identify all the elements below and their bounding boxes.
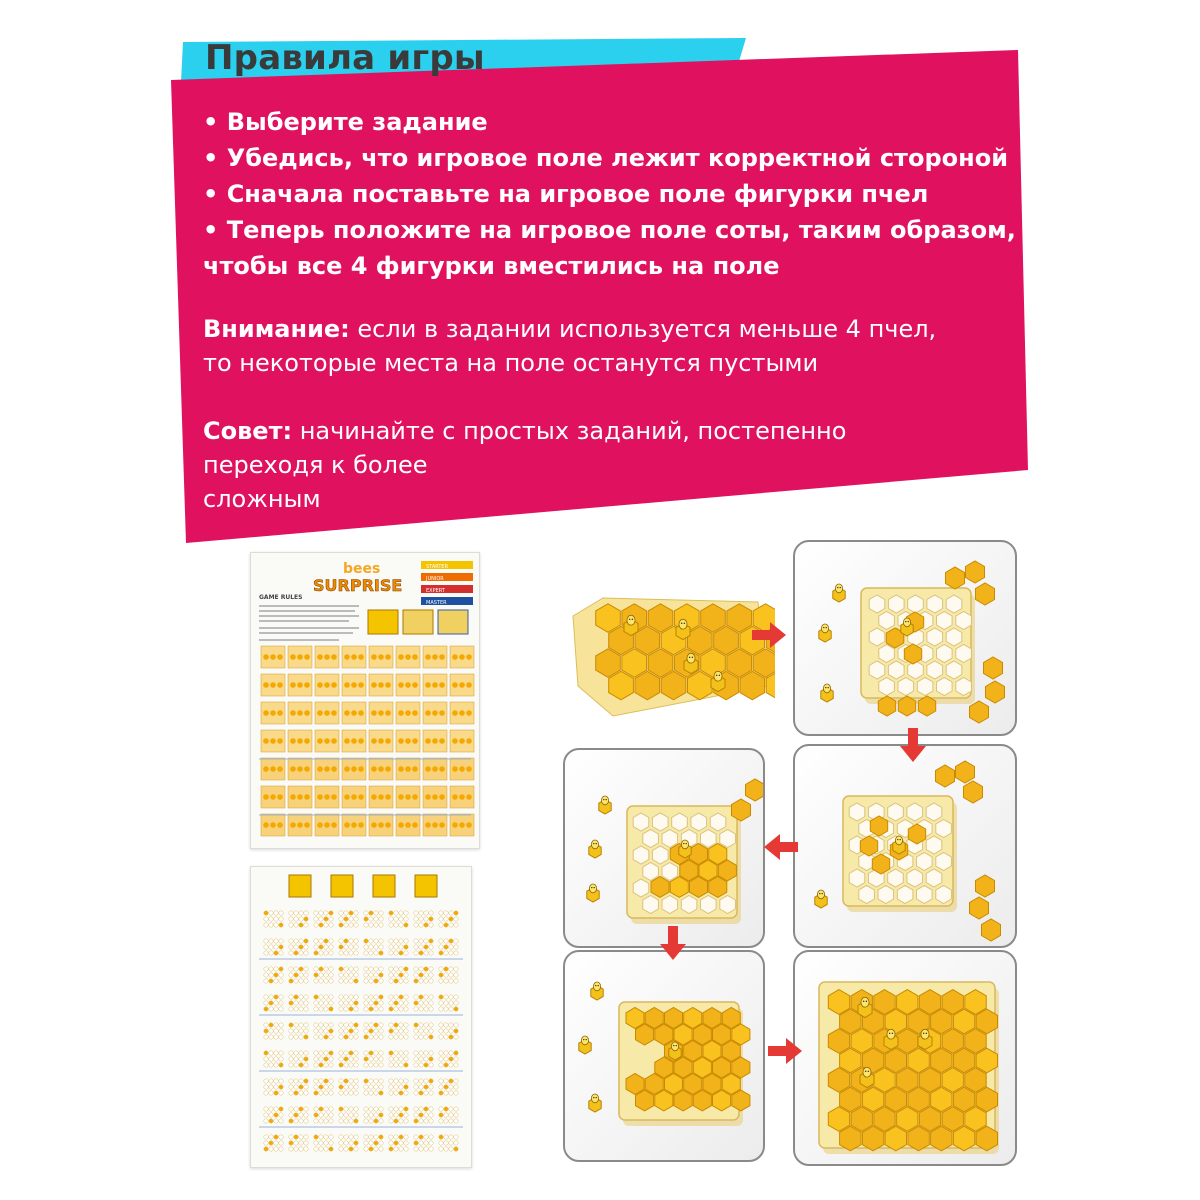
empty-cell (956, 645, 972, 663)
tip-note (203, 414, 883, 516)
step-photo-3 (563, 748, 765, 948)
honeycomb-tile (690, 877, 708, 898)
empty-cell (888, 803, 904, 821)
empty-cell (859, 886, 875, 904)
honeycomb-tile (732, 1090, 750, 1111)
honeycomb-tile (976, 875, 995, 897)
step-photo-2 (793, 540, 1017, 736)
rule-item: чтобы все 4 фигурки вместились на поле (203, 252, 780, 280)
honeycomb-tile (986, 681, 1005, 703)
empty-cell (888, 595, 904, 613)
attention-note (203, 312, 936, 380)
honeycomb-tile (956, 761, 975, 783)
empty-cell (643, 896, 659, 914)
bee-figure-icon (833, 584, 845, 602)
empty-cell (643, 863, 659, 881)
rule-item: • Сначала поставьте на игровое поле фигурки пчел (203, 180, 929, 208)
empty-cell (662, 830, 678, 848)
empty-cell (879, 678, 895, 696)
empty-cell (936, 853, 952, 871)
level-tag: EXPERT (426, 588, 445, 594)
arrow-down-icon (660, 926, 686, 960)
empty-cell (946, 595, 962, 613)
tip-text: начинайте с простых заданий, постепенно (292, 417, 847, 445)
empty-cell (662, 896, 678, 914)
empty-cell (869, 595, 885, 613)
empty-cell (633, 846, 649, 864)
honeycomb-tile (936, 765, 955, 787)
empty-cell (633, 879, 649, 897)
rule-booklet-page-2 (250, 866, 472, 1168)
empty-cell (720, 896, 736, 914)
honeycomb-tile (636, 1090, 654, 1111)
honeycomb-tile (946, 567, 965, 589)
empty-cell (633, 813, 649, 831)
honeycomb-tile (626, 1074, 644, 1095)
attention-label: Внимание: (203, 315, 350, 343)
empty-cell (926, 869, 942, 887)
empty-cell (956, 612, 972, 630)
empty-cell (662, 863, 678, 881)
example-boxes (368, 610, 468, 634)
honeycomb-tile (904, 644, 921, 664)
empty-cell (946, 661, 962, 679)
honeycomb-tile (674, 1090, 692, 1111)
empty-cell (917, 886, 933, 904)
solution-examples (289, 875, 437, 897)
level-tag: STARTER (426, 564, 449, 570)
bee-figure-icon (579, 1036, 591, 1054)
empty-cell (907, 869, 923, 887)
empty-cell (917, 853, 933, 871)
empty-cell (681, 896, 697, 914)
booklet-text-lines (259, 605, 359, 641)
rule-item: • Убедись, что игровое поле лежит корректной стороной (203, 144, 1009, 172)
empty-cell (849, 869, 865, 887)
booklet-section-title: GAME RULES (259, 594, 303, 601)
empty-cell (672, 813, 688, 831)
puzzle-grid (259, 646, 474, 836)
empty-cell (652, 813, 668, 831)
empty-cell (710, 813, 726, 831)
step-photo-5 (563, 950, 765, 1162)
honeycomb-tile (732, 799, 751, 821)
bee-figure-icon (587, 884, 599, 902)
empty-cell (652, 846, 668, 864)
booklet-page-art (251, 867, 471, 1167)
empty-cell (879, 612, 895, 630)
empty-cell (908, 595, 924, 613)
honeycomb-tile (878, 696, 895, 716)
empty-cell (691, 813, 707, 831)
empty-cell (908, 661, 924, 679)
empty-cell (956, 678, 972, 696)
level-tag: MASTER (426, 600, 447, 606)
rule-item: • Теперь положите на игровое поле соты, таким образом, (203, 216, 1016, 244)
bee-figure-icon (599, 796, 611, 814)
booklet-logo-top: bees (343, 561, 381, 577)
empty-cell (937, 645, 953, 663)
honeycomb-tile (870, 816, 887, 836)
empty-cell (937, 678, 953, 696)
empty-cell (936, 820, 952, 838)
tip-text: сложным (203, 485, 321, 513)
arrow-left-icon (764, 834, 798, 860)
empty-cell (720, 830, 736, 848)
honeycomb-tile (703, 1074, 721, 1095)
empty-cell (946, 628, 962, 646)
honeycomb-tile (636, 1024, 654, 1045)
empty-cell (937, 612, 953, 630)
empty-cell (878, 886, 894, 904)
honeycomb-tile (655, 1090, 673, 1111)
tip-label: Совет: (203, 417, 293, 445)
attention-text: если в задании используется меньше 4 пчел, (349, 315, 937, 343)
honeycomb-tile (872, 854, 889, 874)
bee-figure-icon (591, 982, 603, 1000)
honeycomb-tile (655, 1024, 673, 1045)
bee-figure-icon (821, 684, 833, 702)
bee-figure-icon (589, 1094, 601, 1112)
tip-text: переходя к более (203, 451, 428, 479)
honeycomb-tile (970, 701, 989, 723)
booklet-logo-bottom: SURPRISE (313, 576, 403, 595)
empty-cell (879, 645, 895, 663)
empty-cell (927, 595, 943, 613)
bee-figure-icon (819, 624, 831, 642)
honeycomb-tile (970, 897, 989, 919)
empty-cell (898, 678, 914, 696)
puzzle-grid (259, 911, 463, 1151)
booklet-page-art (251, 553, 479, 848)
honeycomb-tile (860, 836, 877, 856)
honeycomb-tile (898, 696, 915, 716)
attention-text: то некоторые места на поле останутся пустыми (203, 349, 819, 377)
empty-cell (927, 628, 943, 646)
rule-item: • Выберите задание (203, 108, 488, 136)
rules-list (203, 104, 1016, 284)
arrow-down-icon (900, 728, 926, 762)
level-tags (421, 561, 473, 606)
honeycomb-tile (693, 1090, 711, 1111)
honeycomb-tile (976, 583, 995, 605)
empty-cell (869, 628, 885, 646)
empty-cell (643, 830, 659, 848)
empty-cell (897, 886, 913, 904)
step-photo-4 (793, 744, 1017, 948)
empty-cell (888, 661, 904, 679)
empty-cell (926, 836, 942, 854)
level-tag: JUNIOR (426, 576, 444, 582)
empty-cell (927, 661, 943, 679)
empty-cell (907, 803, 923, 821)
honeycomb-tile (966, 561, 985, 583)
honeycomb-tile (746, 779, 764, 801)
bee-figure-icon (589, 840, 601, 858)
rule-booklet-page-1 (250, 552, 480, 849)
empty-cell (936, 886, 952, 904)
empty-cell (917, 678, 933, 696)
honeycomb-tile (964, 781, 983, 803)
arrow-right-icon (752, 622, 786, 648)
honeycomb-tile (713, 1090, 731, 1111)
honeycomb-tile (984, 657, 1003, 679)
honeycomb-tile (982, 919, 1001, 941)
step-photo-6 (793, 950, 1017, 1166)
step-photo-1 (563, 556, 775, 724)
empty-cell (869, 661, 885, 679)
honeycomb-tile (918, 696, 935, 716)
empty-cell (701, 830, 717, 848)
empty-cell (701, 896, 717, 914)
empty-cell (849, 803, 865, 821)
honeycomb-tile (651, 877, 669, 898)
bee-figure-icon (815, 890, 827, 908)
page-title: Правила игры (205, 38, 485, 78)
empty-cell (888, 869, 904, 887)
arrow-right-icon (768, 1038, 802, 1064)
honeycomb-tile (908, 824, 925, 844)
honeycomb-tile (665, 1074, 683, 1095)
empty-cell (926, 803, 942, 821)
